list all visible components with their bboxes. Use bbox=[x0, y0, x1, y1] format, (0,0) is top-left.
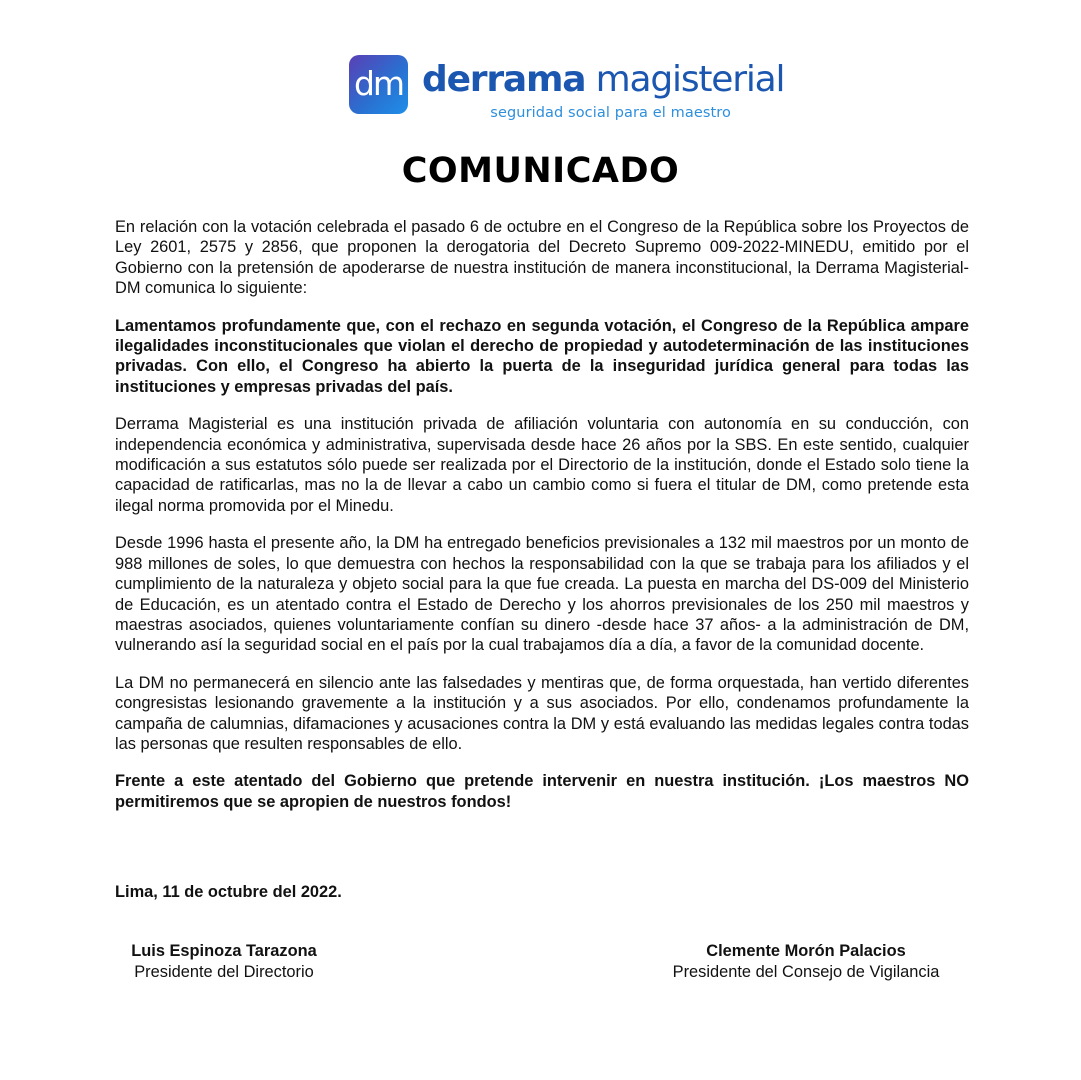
signature-role: Presidente del Consejo de Vigilancia bbox=[672, 963, 940, 981]
paragraph-institution: Derrama Magisterial es una institución privada de afiliación voluntaria con autonomía en su conducción, con independencia económica y administrativa, supervisada desde hace 26 años por la SBS. En este sentido, cualquier modificación a sus estatutos sólo puede ser realizada por el Directorio de la institución, donde el Estado solo tiene la capacidad de ratificarlas, mas no la de llevar a cabo un cambio como si fuera el titular de DM, como pretende esta ilegal norma promovida por el Minedu. bbox=[115, 415, 969, 515]
paragraph-intro: En relación con la votación celebrada el pasado 6 de octubre en el Congreso de la República sobre los Proyectos de Ley 2601, 2575 y 2856, que proponen la derogatoria del Decreto Supremo 009-2022-MINEDU, emitido por el Gobierno con la pretensión de apoderarse de nuestra institución de manera inconstitucional, la Derrama Magisterial-DM comunica lo siguiente: bbox=[115, 218, 969, 298]
signature-right bbox=[648, 941, 964, 983]
paragraph-closing: Frente a este atentado del Gobierno que pretende intervenir en nuestra institución. ¡Los maestros NO permitiremos que se apropien de nuestros fondos! bbox=[115, 772, 969, 811]
statement-body bbox=[115, 217, 969, 829]
signature-name: Luis Espinoza Tarazona bbox=[131, 942, 317, 960]
paragraph-lament: Lamentamos profundamente que, con el rechazo en segunda votación, el Congreso de la República ampare ilegalidades inconstitucionales que violan el derecho de propiedad y autodeterminación de las instituciones privadas. Con ello, el Congreso ha abierto la puerta de la inseguridad jurídica general para todas las instituciones y empresas privadas del país. bbox=[115, 316, 969, 396]
signature-name: Clemente Morón Palacios bbox=[706, 942, 906, 960]
statement-date: Lima, 11 de octubre del 2022. bbox=[115, 883, 342, 901]
brand-name-bold: derrama bbox=[422, 59, 586, 100]
paragraph-benefits: Desde 1996 hasta el presente año, la DM ha entregado beneficios previsionales a 132 mil maestros por un monto de 988 millones de soles, lo que demuestra con hechos la responsabilidad con la que se trabaja para los afiliados y el cumplimiento de la naturaleza y objeto social para la que fue creada. La puesta en marcha del DS-009 del Ministerio de Educación, es un atentado contra el Estado de Derecho y los ahorros previsionales de los 250 mil maestros y maestras asociados, quienes voluntariamente confían su dinero -desde hace 37 años- a la administración de DM, vulnerando así la seguridad social en el país por la cual trabajamos día a día, a favor de la comunidad docente. bbox=[115, 534, 969, 655]
signature-left bbox=[110, 941, 338, 983]
brand-tagline: seguridad social para el maestro bbox=[490, 105, 731, 121]
brand-name bbox=[422, 58, 784, 102]
paragraph-response: La DM no permanecerá en silencio ante las falsedades y mentiras que, de forma orquestada, han vertido diferentes congresistas lesionando gravemente a la institución y a sus asociados. Por ello, condenamos profundamente la campaña de calumnias, difamaciones y acusaciones contra la DM y está evaluando las medidas legales contra todas las personas que resulten responsables de ello. bbox=[115, 673, 969, 753]
brand-name-light: magisterial bbox=[595, 59, 785, 100]
page-title: COMUNICADO bbox=[401, 151, 680, 191]
brand-mark-icon: dm bbox=[349, 55, 408, 114]
brand-logo bbox=[349, 54, 785, 126]
signature-role: Presidente del Directorio bbox=[134, 963, 314, 981]
